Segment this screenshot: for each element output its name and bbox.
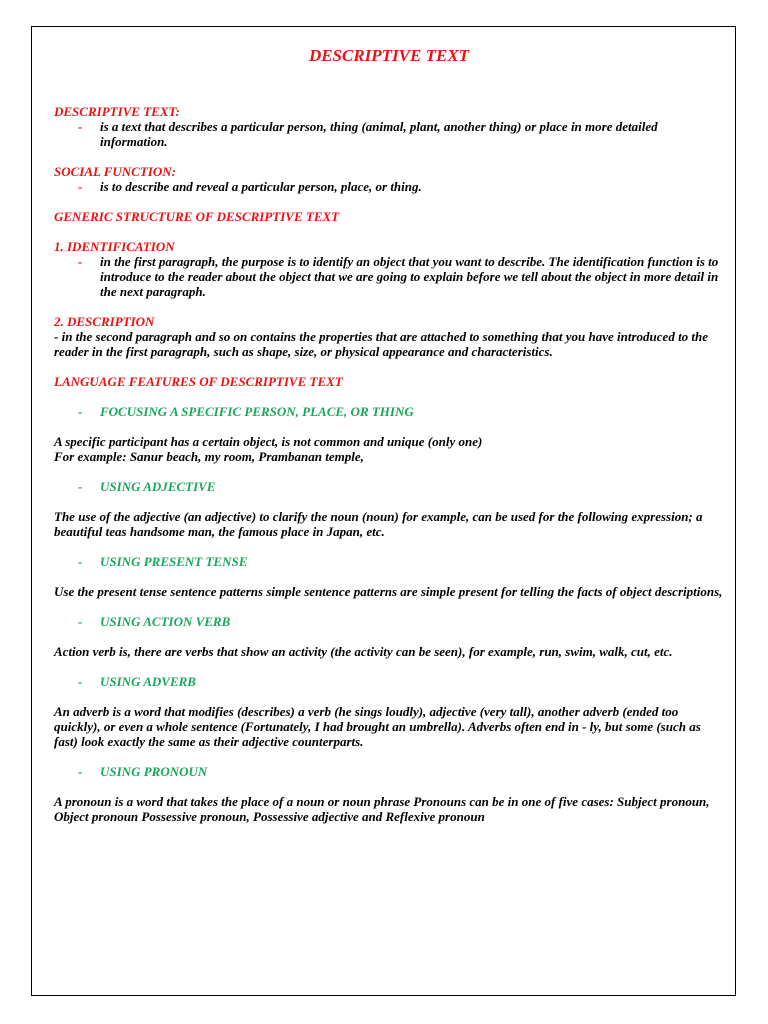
- dash-marker: -: [78, 674, 83, 689]
- feature-label-row: [54, 614, 724, 629]
- feature-text: The use of the adjective (an adjective) to clarify the noun (noun) for example, can be used for the following expression; a beautiful teas handsome man, the famous place in Japan, etc.: [54, 509, 703, 539]
- feature-text: An adverb is a word that modifies (describes) a verb (he sings loudly), adjective (very tall), another adverb (ended too quickly), or even a whole sentence (Fortunately, I had brought an umbrella). Adverbs often end in - ly, but some (such as fast) look exactly the same as their adjective counterparts.: [54, 704, 701, 749]
- bullet-text: is a text that describes a particular person, thing (animal, plant, another thing) or place in more detailed information.: [100, 119, 658, 149]
- feature-label-row: [54, 404, 724, 419]
- feature-text: Use the present tense sentence patterns simple sentence patterns are simple present for telling the facts of object descriptions,: [54, 584, 723, 599]
- bullet-text: in the first paragraph, the purpose is to identify an object that you want to describe. The identification function is to introduce to the reader about the object that we are going to explain before we tell about the object in more detail in the next paragraph.: [100, 254, 719, 299]
- dash-marker: -: [78, 614, 83, 629]
- feature-label: USING PRONOUN: [100, 764, 208, 779]
- feature-label-row: [54, 674, 724, 689]
- document-content: [54, 46, 724, 824]
- feature-text: A pronoun is a word that takes the place of a noun or noun phrase Pronouns can be in one of five cases: Subject pronoun, Object pronoun Possessive pronoun, Possessive adjective and Reflexive pronoun: [54, 794, 710, 824]
- feature-label: USING ADJECTIVE: [100, 479, 216, 494]
- description-text: - in the second paragraph and so on contains the properties that are attached to something that you have introduced to the reader in the first paragraph, such as shape, size, or physical appearance and characteristics.: [54, 329, 709, 359]
- feature-label: USING PRESENT TENSE: [100, 554, 248, 569]
- dash-marker: -: [78, 179, 83, 194]
- bullet-descriptive-text: [54, 119, 724, 149]
- bullet-social-function: [54, 179, 724, 194]
- heading-generic-structure: GENERIC STRUCTURE OF DESCRIPTIVE TEXT: [54, 209, 340, 224]
- feature-label: USING ACTION VERB: [100, 614, 231, 629]
- bullet-text: is to describe and reveal a particular person, place, or thing.: [100, 179, 422, 194]
- feature-label: FOCUSING A SPECIFIC PERSON, PLACE, OR THING: [100, 404, 414, 419]
- dash-marker: -: [78, 404, 83, 419]
- heading-language-features: LANGUAGE FEATURES OF DESCRIPTIVE TEXT: [54, 374, 343, 389]
- feature-label-row: [54, 554, 724, 569]
- heading-descriptive-text: DESCRIPTIVE TEXT:: [54, 104, 180, 119]
- feature-label: USING ADVERB: [100, 674, 196, 689]
- feature-text: Action verb is, there are verbs that show an activity (the activity can be seen), for example, run, swim, walk, cut, etc.: [54, 644, 673, 659]
- feature-label-row: [54, 764, 724, 779]
- document-title: DESCRIPTIVE TEXT: [308, 46, 470, 65]
- heading-identification: 1. IDENTIFICATION: [54, 239, 175, 254]
- dash-marker: -: [78, 119, 83, 134]
- heading-social-function: SOCIAL FUNCTION:: [54, 164, 176, 179]
- feature-label-row: [54, 479, 724, 494]
- dash-marker: -: [78, 764, 83, 779]
- dash-marker: -: [78, 479, 83, 494]
- heading-description: 2. DESCRIPTION: [54, 314, 155, 329]
- bullet-identification: [54, 254, 724, 299]
- feature-example: For example: Sanur beach, my room, Prambanan temple,: [54, 449, 364, 464]
- dash-marker: -: [78, 554, 83, 569]
- feature-text: A specific participant has a certain object, is not common and unique (only one): [54, 434, 483, 449]
- dash-marker: -: [78, 254, 83, 269]
